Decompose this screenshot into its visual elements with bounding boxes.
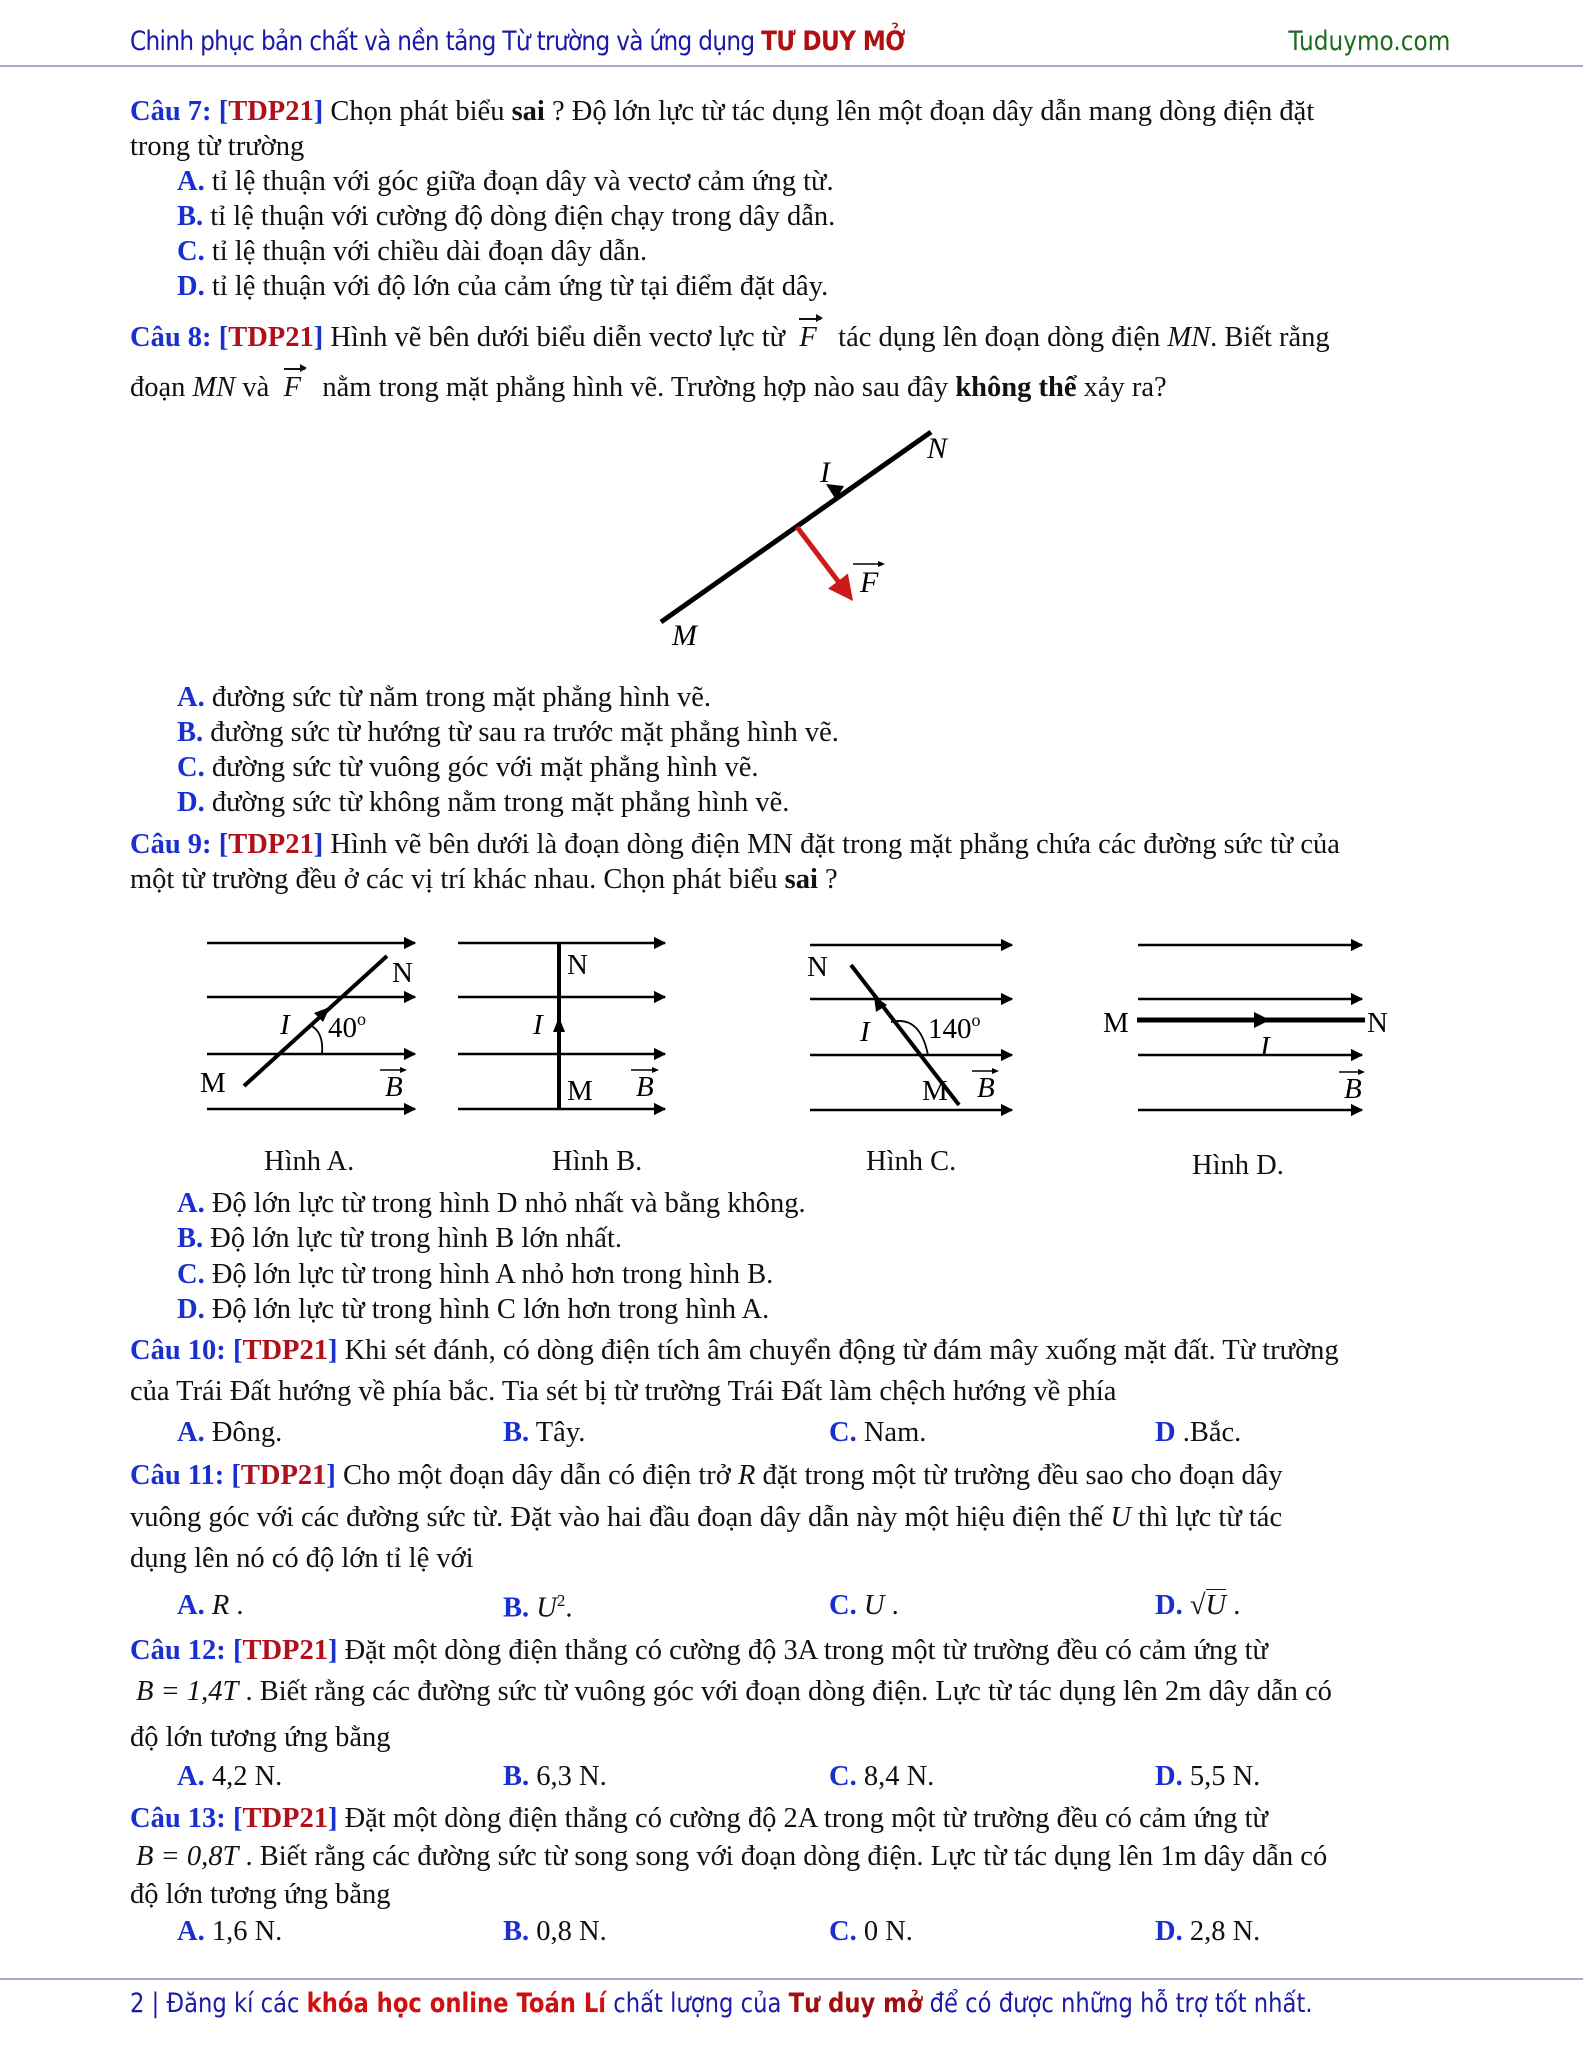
caption-figure-d: Hình D. — [1192, 1150, 1284, 1181]
q10-option-a[interactable]: A. Đông. — [177, 1417, 283, 1448]
question-10-line-2: của Trái Đất hướng về phía bắc. Tia sét bị từ trường Trái Đất làm chệch hướng về phía — [130, 1376, 1117, 1407]
caption-figure-b: Hình B. — [552, 1146, 643, 1177]
svg-text:B: B — [977, 1072, 995, 1104]
figure-c — [807, 945, 1012, 1110]
question-tag: [TDP21] — [232, 1635, 338, 1666]
question-tag: [TDP21] — [232, 1803, 338, 1834]
current-arrow-icon — [553, 1017, 565, 1032]
svg-text:M: M — [200, 1067, 226, 1099]
question-tag: [TDP21] — [218, 829, 324, 860]
q8-figure — [620, 420, 1020, 670]
current-arrow-icon — [1254, 1012, 1270, 1028]
svg-text:M: M — [1103, 1007, 1129, 1039]
question-number: Câu 7: — [130, 96, 212, 127]
question-number: Câu 9: — [130, 829, 212, 860]
header-brand: TƯ DUY MỞ — [761, 26, 905, 57]
sqrt-icon: √ — [1189, 1590, 1206, 1621]
svg-text:N: N — [807, 951, 828, 983]
question-number: Câu 10: — [130, 1335, 226, 1366]
question-7-line-2: trong từ trường — [130, 131, 305, 162]
q13-option-d[interactable]: D. 2,8 N. — [1155, 1916, 1261, 1947]
question-number: Câu 8: — [130, 322, 212, 353]
q7-option-c[interactable]: C. tỉ lệ thuận với chiều dài đoạn dây dẫn. — [177, 236, 648, 267]
label-i: I — [820, 456, 830, 489]
q13-option-c[interactable]: C. 0 N. — [829, 1916, 913, 1947]
svg-text:I: I — [1260, 1031, 1270, 1063]
q7-option-a[interactable]: A. tỉ lệ thuận với góc giữa đoạn dây và vectơ cảm ứng từ. — [177, 166, 834, 197]
question-11-line-2: vuông góc với các đường sức từ. Đặt vào hai đầu đoạn dây dẫn này một hiệu điện thế U thì lực từ tác — [130, 1502, 1283, 1533]
q9-figures — [190, 920, 1470, 1140]
question-tag: [TDP21] — [232, 1335, 338, 1366]
q9-option-c[interactable]: C. Độ lớn lực từ trong hình A nhỏ hơn trong hình B. — [177, 1259, 774, 1290]
q8-option-c[interactable]: C. đường sức từ vuông góc với mặt phẳng hình vẽ. — [177, 752, 759, 783]
question-8-line-2: đoạn MN và F nằm trong mặt phẳng hình vẽ. Trường hợp nào sau đây không thể xảy ra? — [130, 372, 1167, 403]
svg-text:40o: 40$^o$ — [328, 1009, 366, 1044]
svg-text:N: N — [567, 949, 588, 981]
footer-course-link: khóa học online Toán Lí — [306, 1988, 607, 2019]
q11-option-a[interactable]: A. R . — [177, 1590, 244, 1621]
svg-text:N: N — [392, 957, 413, 989]
q8-option-b[interactable]: B. đường sức từ hướng từ sau ra trước mặt phẳng hình vẽ. — [177, 717, 839, 748]
question-7-line-1: Câu 7: [TDP21] Chọn phát biểu sai ? Độ lớn lực từ tác dụng lên một đoạn dây dẫn mang dòng điện đặt — [130, 96, 1315, 127]
question-12-line-1: Câu 12: [TDP21] Đặt một dòng điện thẳng có cường độ 3A trong một từ trường đều có cảm ứng từ — [130, 1635, 1269, 1666]
svg-text:I: I — [860, 1016, 870, 1048]
question-11-line-1: Câu 11: [TDP21] Cho một đoạn dây dẫn có điện trở R đặt trong một từ trường đều sao cho đoạn dây — [130, 1460, 1283, 1491]
page-number: 2 — [130, 1988, 145, 2019]
header-title: Chinh phục bản chất và nền tảng Từ trường và ứng dụng — [130, 26, 755, 57]
wire-mn — [661, 432, 931, 622]
question-number: Câu 11: — [130, 1460, 225, 1491]
q10-option-d[interactable]: D .Bắc. — [1155, 1417, 1242, 1448]
q12-option-d[interactable]: D. 5,5 N. — [1155, 1761, 1261, 1792]
q13-option-b[interactable]: B. 0,8 N. — [503, 1916, 607, 1947]
q8-option-d[interactable]: D. đường sức từ không nằm trong mặt phẳng hình vẽ. — [177, 787, 790, 818]
q10-option-b[interactable]: B. Tây. — [503, 1417, 586, 1448]
figure-b — [458, 943, 665, 1109]
question-number: Câu 13: — [130, 1803, 226, 1834]
q9-option-a[interactable]: A. Độ lớn lực từ trong hình D nhỏ nhất và bằng không. — [177, 1188, 806, 1219]
question-tag: [TDP21] — [231, 1460, 336, 1491]
question-tag: [TDP21] — [218, 96, 324, 127]
question-10-line-1: Câu 10: [TDP21] Khi sét đánh, có dòng điện tích âm chuyển động từ đám mây xuống mặt đất. Từ trường — [130, 1335, 1339, 1366]
svg-text:B: B — [385, 1071, 403, 1103]
footer-divider — [0, 1978, 1583, 1980]
label-f: F — [860, 566, 879, 599]
q9-option-d[interactable]: D. Độ lớn lực từ trong hình C lớn hơn trong hình A. — [177, 1294, 770, 1325]
q7-option-d[interactable]: D. tỉ lệ thuận với độ lớn của cảm ứng từ tại điểm đặt dây. — [177, 271, 829, 302]
q9-option-b[interactable]: B. Độ lớn lực từ trong hình B lớn nhất. — [177, 1223, 622, 1254]
q11-option-c[interactable]: C. U . — [829, 1590, 899, 1621]
angle-arc — [310, 1025, 322, 1054]
header-divider — [0, 65, 1583, 67]
caption-figure-a: Hình A. — [264, 1146, 355, 1177]
q11-option-b[interactable]: B. $U^2$. — [503, 1591, 573, 1624]
question-12-line-2: B = 1,4T . Biết rằng các đường sức từ vuông góc với đoạn dòng điện. Lực từ tác dụng lên 2m dây dẫn có — [136, 1676, 1332, 1707]
question-13-line-2: B = 0,8T . Biết rằng các đường sức từ song song với đoạn dòng điện. Lực từ tác dụng lên 1m dây dẫn có — [136, 1841, 1328, 1872]
caption-figure-c: Hình C. — [866, 1146, 957, 1177]
svg-text:B: B — [1344, 1073, 1362, 1105]
question-12-line-3: độ lớn tương ứng bằng — [130, 1722, 391, 1753]
q10-option-c[interactable]: C. Nam. — [829, 1417, 927, 1448]
q7-option-b[interactable]: B. tỉ lệ thuận với cường độ dòng điện chạy trong dây dẫn. — [177, 201, 836, 232]
label-n: N — [927, 432, 948, 465]
svg-text:I: I — [280, 1009, 290, 1041]
q12-option-b[interactable]: B. 6,3 N. — [503, 1761, 607, 1792]
question-tag: [TDP21] — [218, 322, 324, 353]
question-8-line-1: Câu 8: [TDP21] Hình vẽ bên dưới biểu diễn vectơ lực từ F tác dụng lên đoạn dòng điện MN. Biết rằng — [130, 322, 1330, 353]
question-9-line-1: Câu 9: [TDP21] Hình vẽ bên dưới là đoạn dòng điện MN đặt trong mặt phẳng chứa các đường sức từ của — [130, 829, 1340, 860]
svg-text:M: M — [567, 1075, 593, 1107]
vector-f-symbol: F — [799, 322, 817, 353]
page-header-title — [130, 26, 905, 57]
q11-option-d[interactable]: D. √U . — [1155, 1590, 1241, 1621]
svg-text:N: N — [1367, 1007, 1388, 1039]
question-13-line-3: độ lớn tương ứng bằng — [130, 1879, 391, 1910]
svg-text:140o: 140$^o$ — [928, 1010, 981, 1045]
svg-text:I: I — [533, 1009, 543, 1041]
question-number: Câu 12: — [130, 1635, 226, 1666]
svg-text:B: B — [636, 1071, 654, 1103]
figure-a — [200, 943, 415, 1109]
svg-text:M: M — [922, 1075, 948, 1107]
footer-brand: Tư duy mở — [788, 1988, 923, 2019]
page-footer: 2 | Đăng kí các khóa học online Toán Lí chất lượng của Tư duy mở để có được những hỗ trợ tốt nhất. — [130, 1988, 1313, 2019]
q13-option-a[interactable]: A. 1,6 N. — [177, 1916, 283, 1947]
q8-option-a[interactable]: A. đường sức từ nằm trong mặt phẳng hình vẽ. — [177, 682, 711, 713]
figure-d — [1103, 945, 1388, 1110]
q12-option-c[interactable]: C. 8,4 N. — [829, 1761, 935, 1792]
header-site-link[interactable]: Tuduymo.com — [1288, 26, 1450, 57]
label-m: M — [672, 619, 697, 652]
q12-option-a[interactable]: A. 4,2 N. — [177, 1761, 283, 1792]
force-vector-arrow — [797, 527, 850, 597]
question-11-line-3: dụng lên nó có độ lớn tỉ lệ với — [130, 1543, 474, 1574]
question-9-line-2: một từ trường đều ở các vị trí khác nhau. Chọn phát biểu sai ? — [130, 864, 838, 895]
question-13-line-1: Câu 13: [TDP21] Đặt một dòng điện thẳng có cường độ 2A trong một từ trường đều có cảm ứng từ — [130, 1803, 1269, 1834]
